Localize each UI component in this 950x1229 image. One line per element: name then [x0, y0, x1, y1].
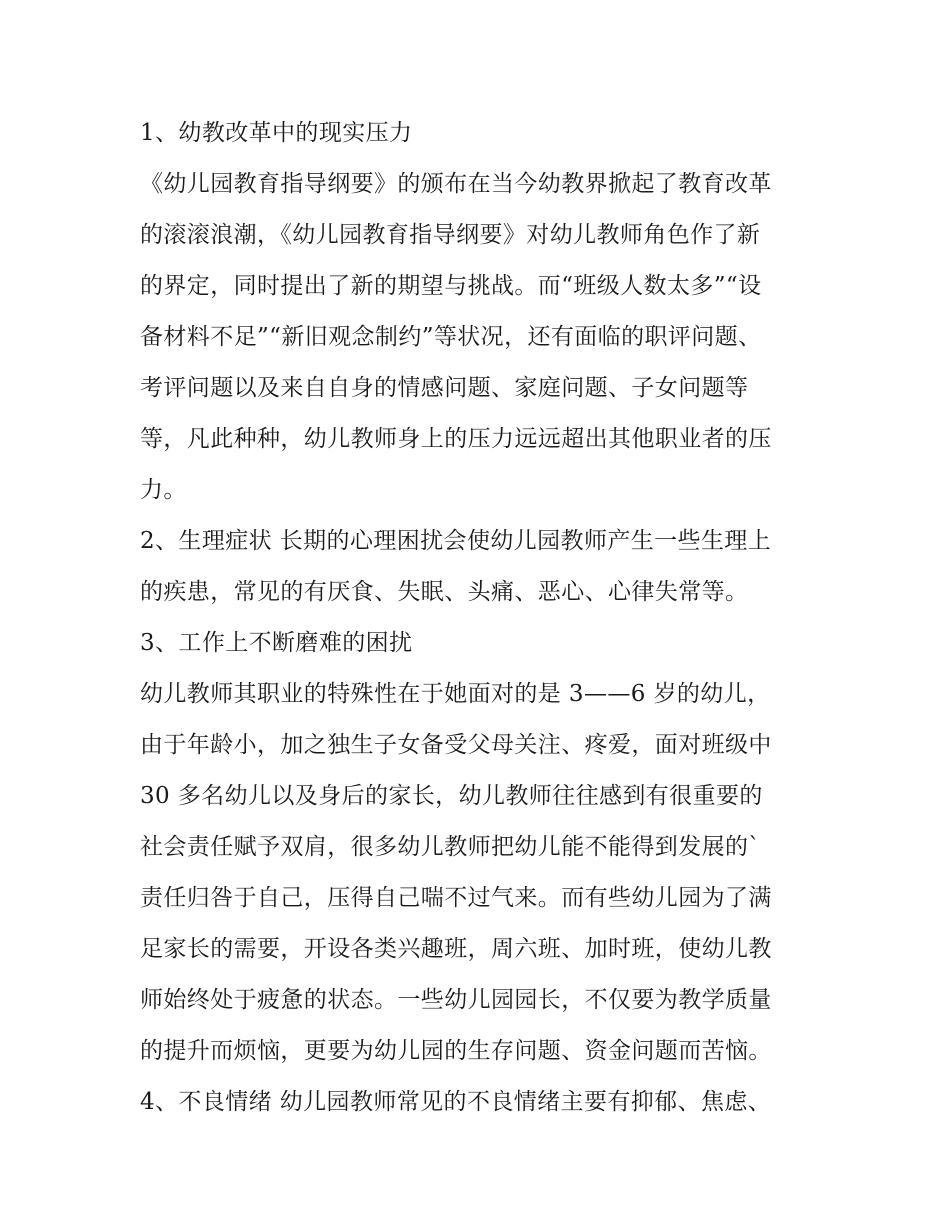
text-line: 的界定，同时提出了新的期望与挑战。而“班级人数太多”“设	[140, 273, 762, 299]
text-line: 考评问题以及来自自身的情感问题、家庭问题、子女问题等	[140, 375, 749, 401]
document-body	[140, 108, 815, 1128]
text-line: 备材料不足”“新旧观念制约”等状况，还有面临的职评问题、	[140, 324, 762, 350]
text-line: 社会责任赋予双肩，很多幼儿教师把幼儿能不能得到发展的`	[140, 834, 761, 860]
heading-1: 1、幼教改革中的现实压力	[140, 120, 413, 146]
text-line: 的疾患，常见的有厌食、失眠、头痛、恶心、心律失常等。	[140, 579, 749, 605]
text-line: 的提升而烦恼，更要为幼儿园的生存问题、资金问题而苦恼。	[140, 1038, 772, 1064]
text-line: 30 多名幼儿以及身后的家长，幼儿教师往往感到有很重要的	[140, 783, 763, 809]
heading-4: 4、不良情绪 幼儿园教师常见的不良情绪主要有抑郁、焦虑、	[140, 1089, 772, 1115]
text-line: 等，凡此种种，幼儿教师身上的压力远远超出其他职业者的压	[140, 426, 772, 452]
text-line: 责任归咎于自己，压得自己喘不过气来。而有些幼儿园为了满	[140, 885, 772, 911]
heading-2: 2、生理症状 长期的心理困扰会使幼儿园教师产生一些生理上	[140, 528, 772, 554]
text-line: 《幼儿园教育指导纲要》的颁布在当今幼教界掀起了教育改革	[140, 171, 772, 197]
text-line: 力。	[140, 477, 187, 503]
text-line: 幼儿教师其职业的特殊性在于她面对的是 3——6 岁的幼儿，	[140, 681, 771, 707]
text-line: 的滚滚浪潮，《幼儿园教育指导纲要》对幼儿教师角色作了新	[140, 222, 761, 248]
heading-3: 3、工作上不断磨难的困扰	[140, 630, 413, 656]
text-line: 师始终处于疲惫的状态。一些幼儿园园长，不仅要为教学质量	[140, 987, 772, 1013]
text-line: 由于年龄小，加之独生子女备受父母关注、疼爱，面对班级中	[140, 732, 772, 758]
text-line: 足家长的需要，开设各类兴趣班，周六班、加时班，使幼儿教	[140, 936, 772, 962]
